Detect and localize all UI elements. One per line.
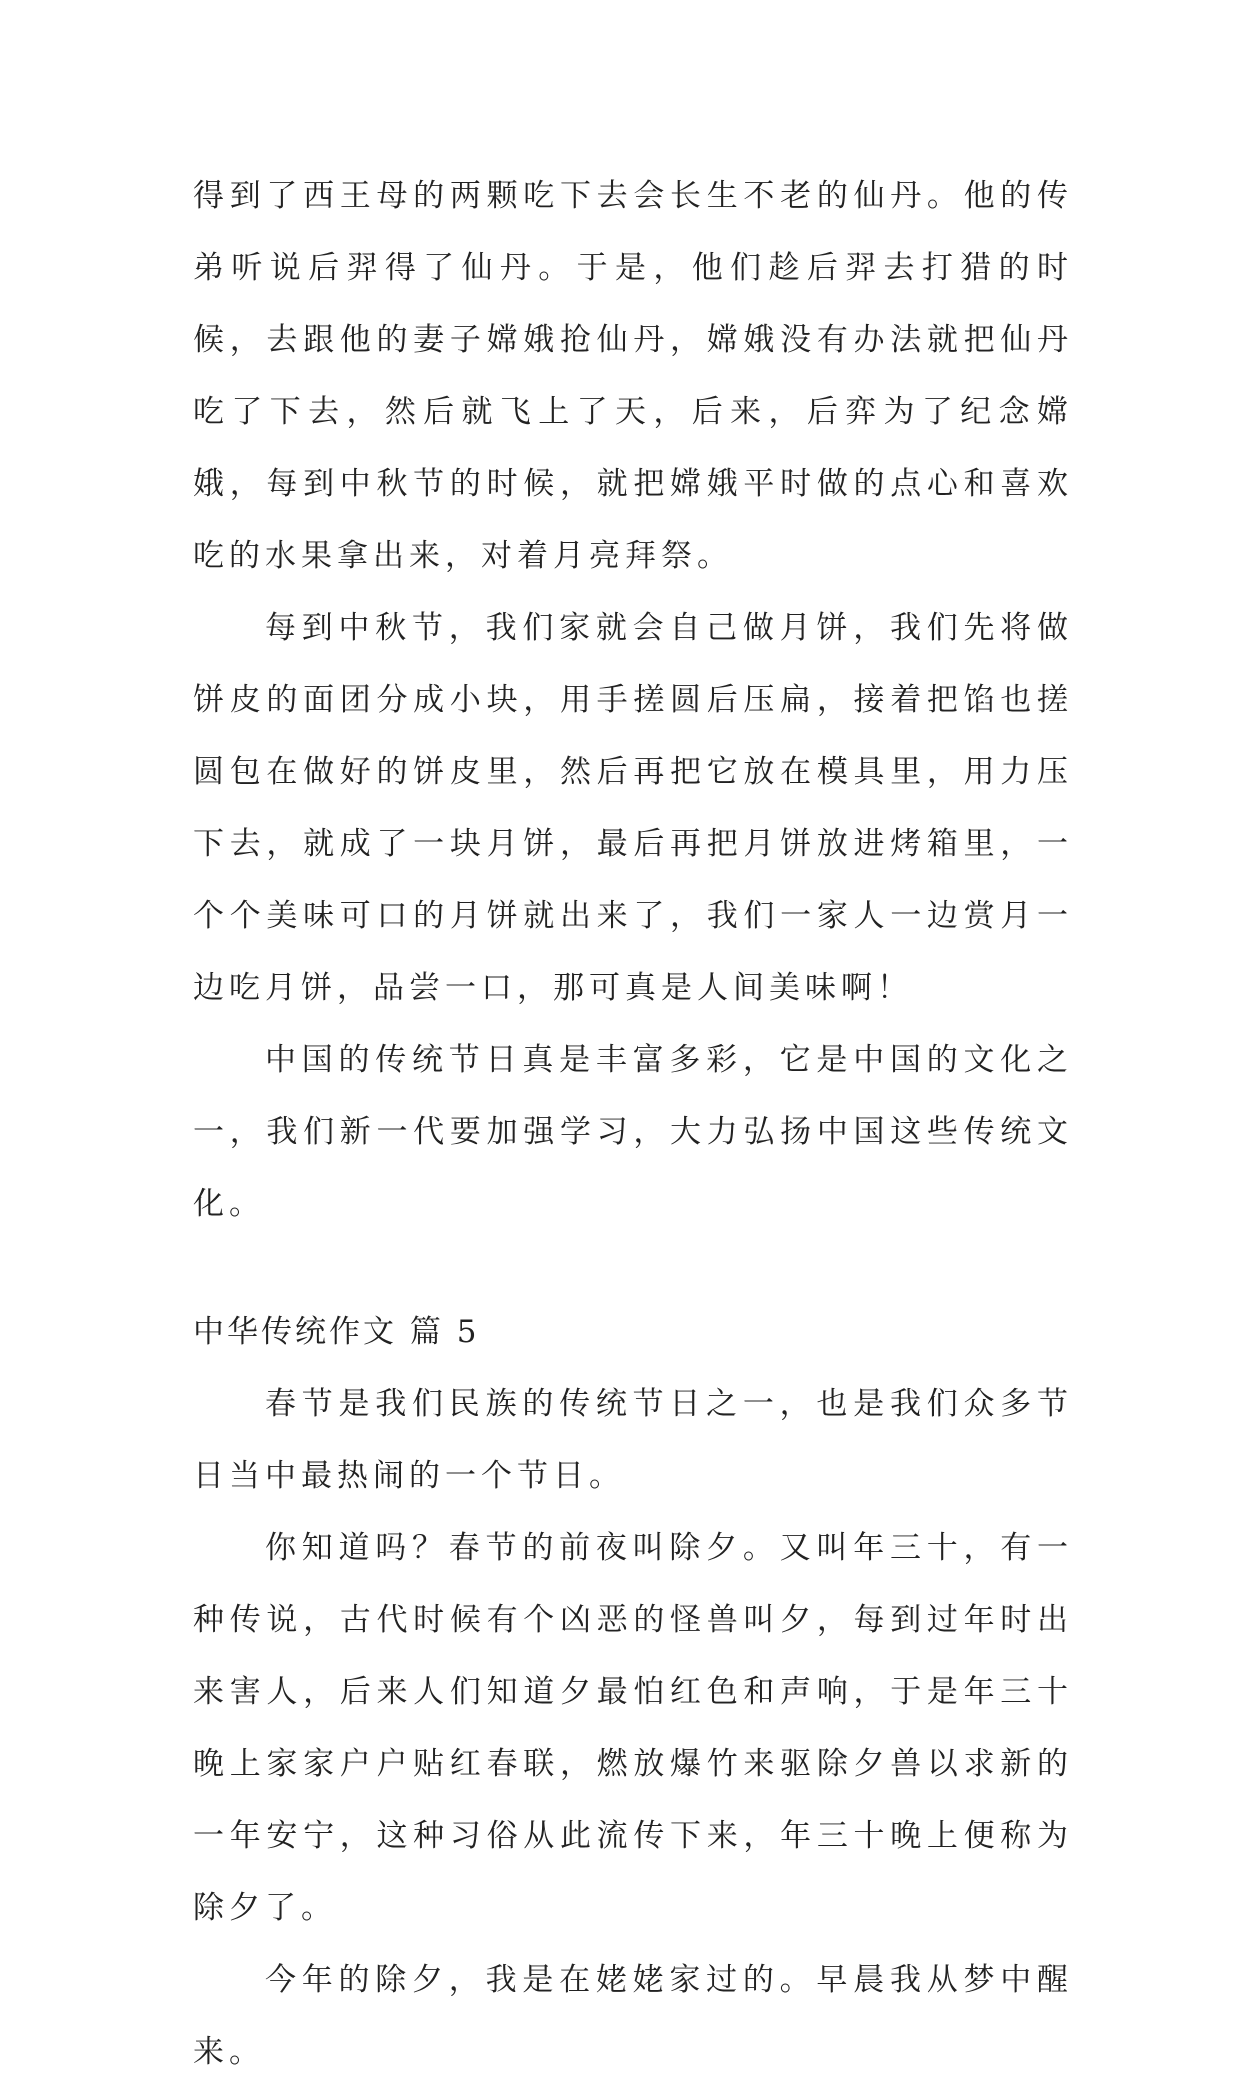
paragraph-making-mooncakes: 每到中秋节，我们家就会自己做月饼，我们先将做饼皮的面团分成小块，用手搓圆后压扁，接着把馅也搓圆包在做好的饼皮里，然后再把它放在模具里，用力压下去，就成了一块月饼，最后再把月饼放进烤箱里，一个个美味可口的月饼就出来了，我们一家人一边赏月一边吃月饼，品尝一口，那可真是人间美味啊！: [193, 610, 1073, 1006]
paragraph-nian-legend: 你知道吗？春节的前夜叫除夕。又叫年三十，有一种传说，古代时候有个凶恶的怪兽叫夕，每到过年时出来害人，后来人们知道夕最怕红色和声响，于是年三十晚上家家户户贴红春联，燃放爆竹来驱除夕兽以求新的一年安宁，这种习俗从此流传下来，年三十晚上便称为除夕了。: [193, 1530, 1073, 1926]
section-heading: 中华传统作文 篇 5: [193, 1314, 480, 1350]
paragraph-new-year-eve: 今年的除夕，我是在姥姥家过的。早晨我从梦中醒来。: [193, 1962, 1073, 2070]
paragraph-spring-festival-intro: 春节是我们民族的传统节日之一，也是我们众多节日当中最热闹的一个节日。: [193, 1386, 1073, 1494]
document-page: [193, 160, 1073, 2088]
paragraph-chang-e-legend: 得到了西王母的两颗吃下去会长生不老的仙丹。他的传弟听说后羿得了仙丹。于是，他们趁后羿去打猎的时候，去跟他的妻子嫦娥抢仙丹，嫦娥没有办法就把仙丹吃了下去，然后就飞上了天，后来，后弈为了纪念嫦娥，每到中秋节的时候，就把嫦娥平时做的点心和喜欢吃的水果拿出来，对着月亮拜祭。: [193, 178, 1073, 574]
paragraph-tradition-conclusion: 中国的传统节日真是丰富多彩，它是中国的文化之一，我们新一代要加强学习，大力弘扬中国这些传统文化。: [193, 1042, 1073, 1222]
